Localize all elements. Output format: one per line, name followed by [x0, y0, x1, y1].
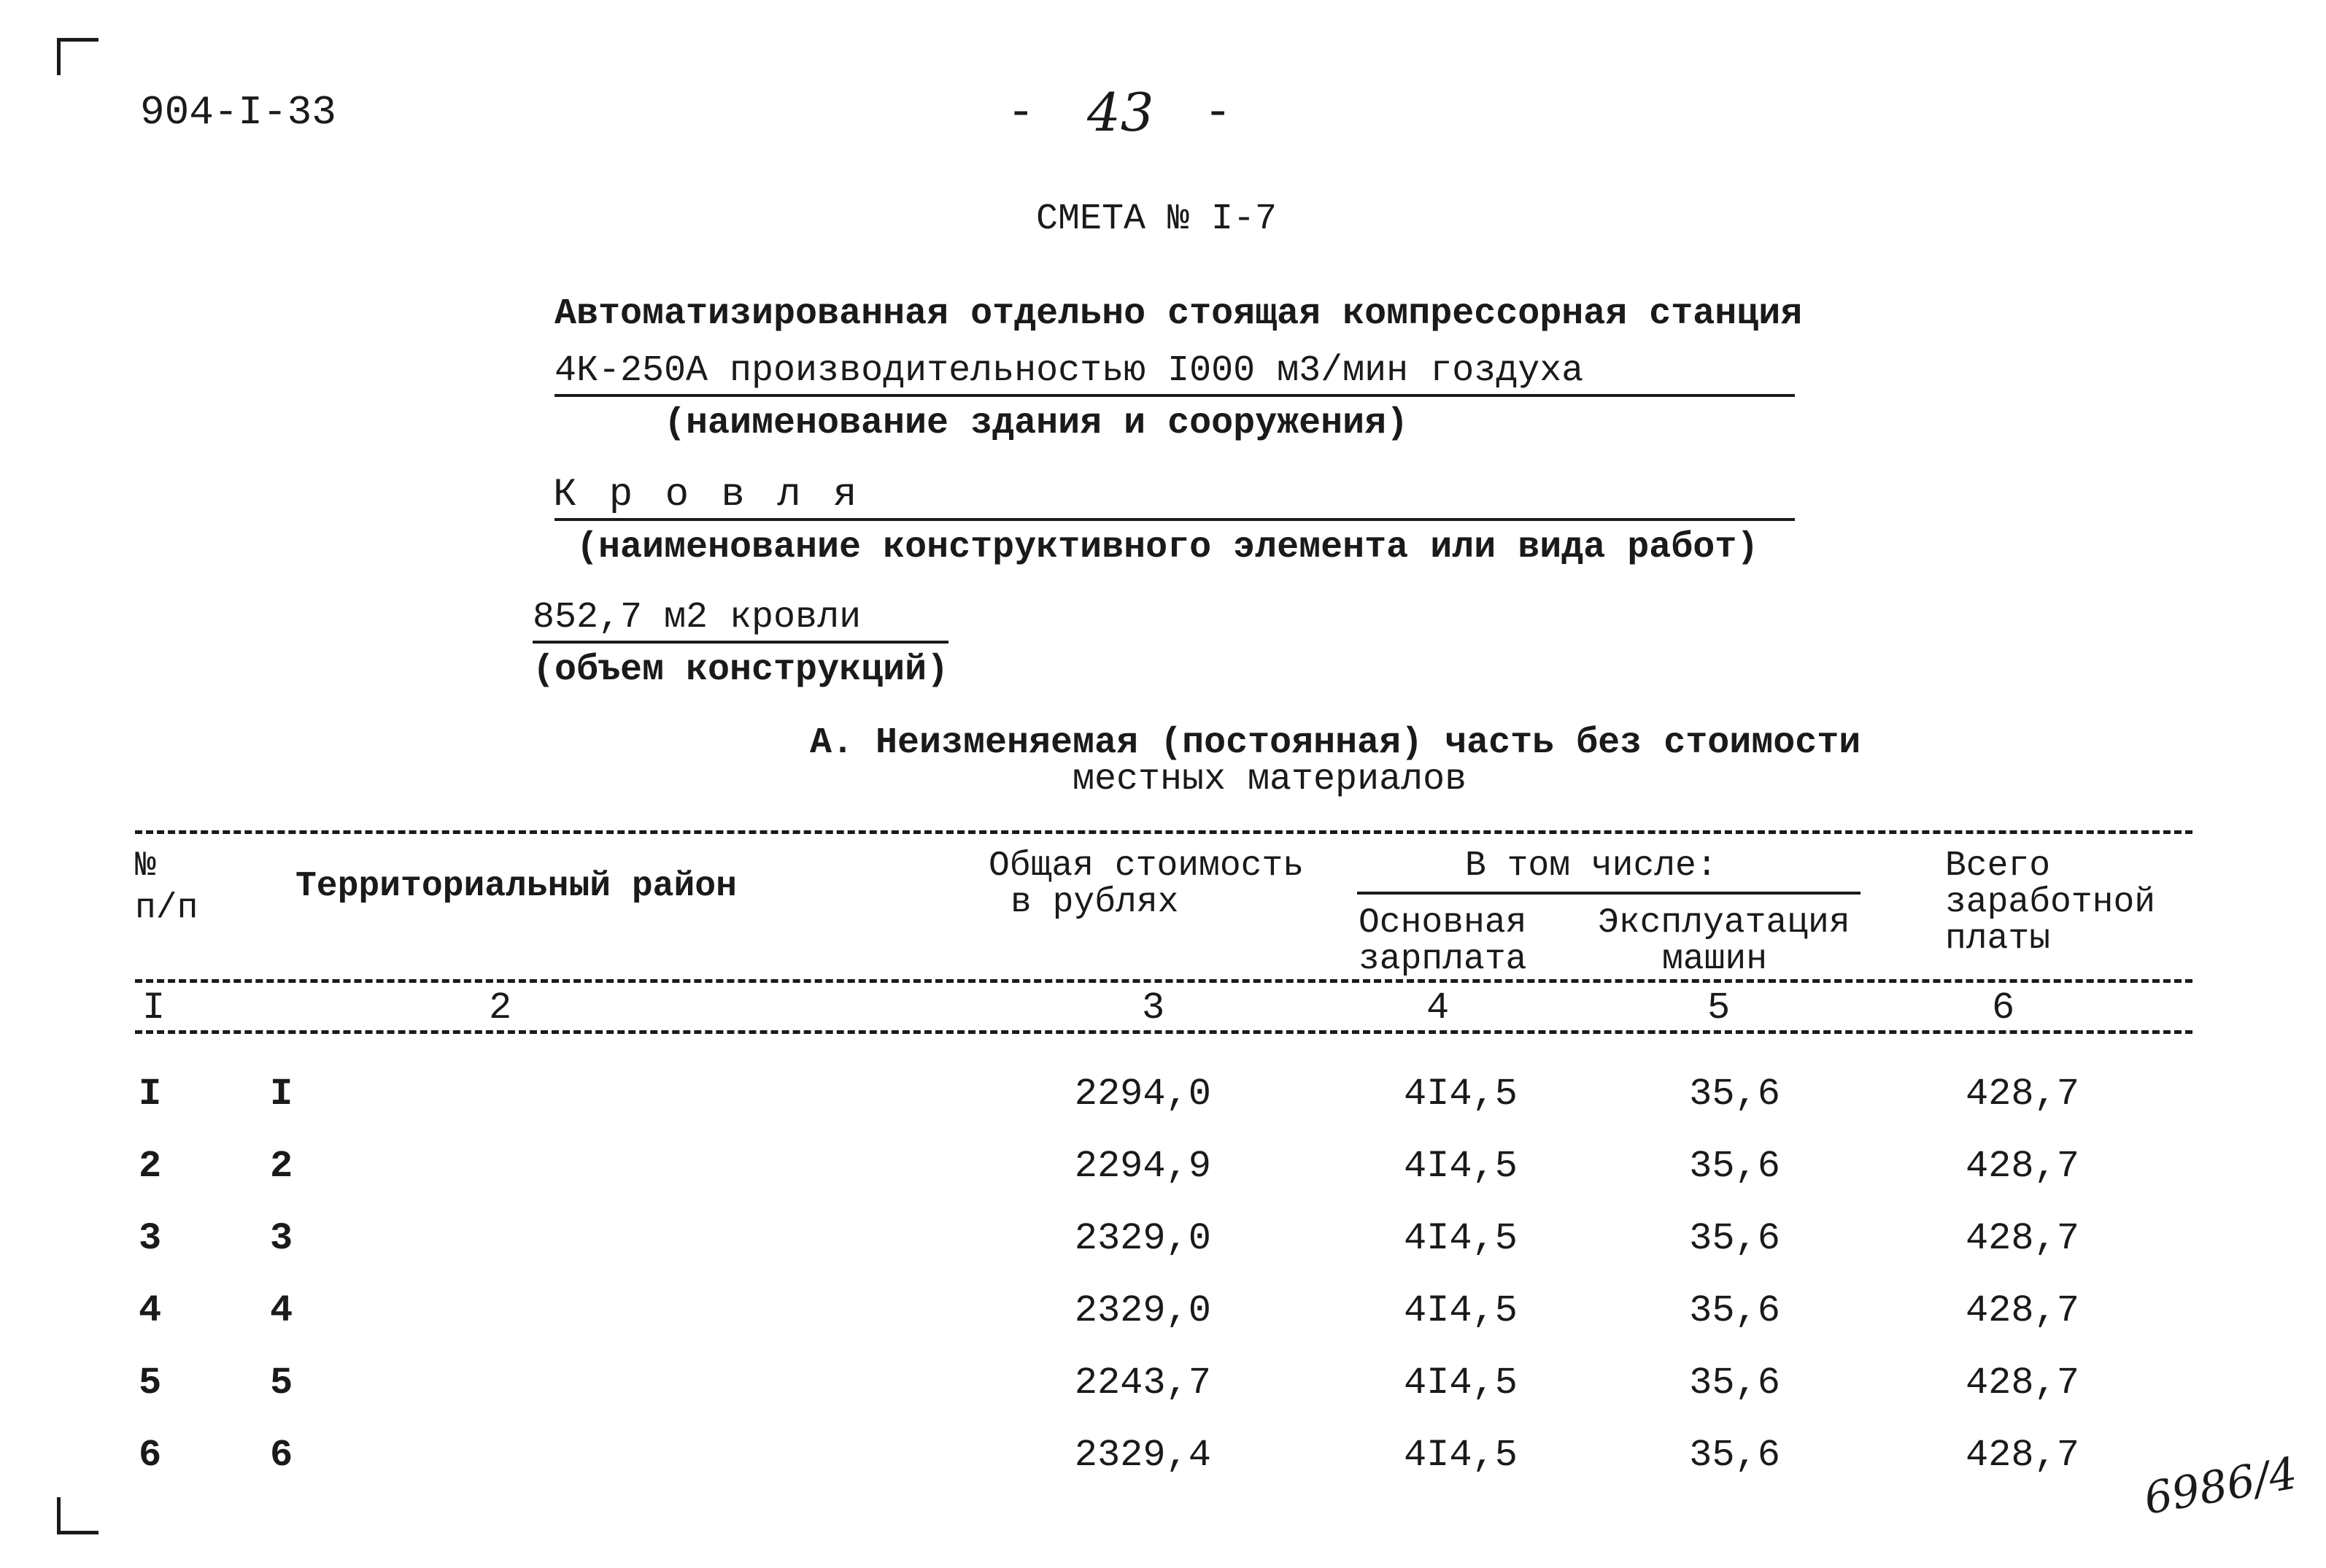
cell-region: 4 — [270, 1289, 293, 1332]
section-title-line1: А. Неизменяемая (постоянная) часть без стоимости — [810, 722, 1861, 764]
cell-region: 3 — [270, 1217, 293, 1260]
header-total-cost-line1: Общая стоимость — [989, 846, 1305, 886]
header-including-rule — [1357, 892, 1861, 895]
cell-machines: 35,6 — [1689, 1434, 1780, 1477]
cell-total: 2243,7 — [1074, 1362, 1211, 1405]
cell-total: 2294,0 — [1074, 1073, 1211, 1116]
cell-region: 5 — [270, 1362, 293, 1405]
cell-no: 2 — [139, 1145, 162, 1188]
page-number: 43 — [1087, 82, 1154, 143]
column-number: I — [142, 986, 166, 1030]
header-machines-line1: Эксплуатация — [1598, 903, 1850, 943]
element-caption: (наименование конструктивного элемента или вида работ) — [576, 527, 1759, 568]
column-number: 5 — [1707, 986, 1731, 1030]
column-number: 6 — [1992, 986, 2015, 1030]
cell-wage: 4I4,5 — [1403, 1434, 1518, 1477]
cell-no: 4 — [139, 1289, 162, 1332]
cell-machines: 35,6 — [1689, 1289, 1780, 1332]
column-number: 2 — [489, 986, 512, 1030]
cell-machines: 35,6 — [1689, 1362, 1780, 1405]
header-including: В том числе: — [1465, 846, 1718, 886]
header-bottom-rule — [135, 979, 2192, 983]
header-no-line2: п/п — [135, 889, 198, 928]
cell-all-wage: 428,7 — [1965, 1073, 2079, 1116]
cell-wage: 4I4,5 — [1403, 1145, 1518, 1188]
cell-region: I — [270, 1073, 293, 1116]
header-basic-wage-line2: зарплата — [1359, 940, 1527, 979]
header-total-wage-line2: заработной — [1945, 883, 2156, 922]
cell-total: 2329,0 — [1074, 1217, 1211, 1260]
object-name-line2-text: 4К-250А производительностью I000 м3/мин гоздуха — [555, 350, 1584, 392]
cell-total: 2329,4 — [1074, 1434, 1211, 1477]
object-name-underline — [555, 394, 1795, 397]
cell-no: 5 — [139, 1362, 162, 1405]
header-region: Территориальный район — [295, 867, 737, 906]
cell-machines: 35,6 — [1689, 1073, 1780, 1116]
corner-mark-top-left — [57, 38, 98, 75]
cell-all-wage: 428,7 — [1965, 1289, 2079, 1332]
object-name-line2 — [555, 350, 1795, 392]
volume-underline — [533, 641, 948, 644]
column-number: 3 — [1142, 986, 1165, 1030]
cell-total: 2294,9 — [1074, 1145, 1211, 1188]
cell-wage: 4I4,5 — [1403, 1289, 1518, 1332]
cell-all-wage: 428,7 — [1965, 1217, 2079, 1260]
element-name-underline — [555, 518, 1795, 521]
cell-no: I — [139, 1073, 162, 1116]
cell-wage: 4I4,5 — [1403, 1217, 1518, 1260]
cell-wage: 4I4,5 — [1403, 1073, 1518, 1116]
corner-mark-bottom-left — [57, 1497, 98, 1534]
header-total-wage-line3: платы — [1945, 919, 2051, 959]
cell-all-wage: 428,7 — [1965, 1145, 2079, 1188]
cell-no: 6 — [139, 1434, 162, 1477]
table-top-rule — [135, 830, 2192, 834]
estimate-title: СМЕТА № I-7 — [1036, 198, 1278, 240]
object-caption: (наименование здания и сооружения) — [664, 403, 1409, 444]
header-basic-wage-line1: Основная — [1359, 903, 1527, 943]
header-machines-line2: машин — [1662, 940, 1768, 979]
column-number: 4 — [1426, 986, 1450, 1030]
signature: 6986/4 — [2140, 1448, 2301, 1525]
document-code: 904-I-33 — [140, 89, 336, 136]
cell-no: 3 — [139, 1217, 162, 1260]
cell-region: 6 — [270, 1434, 293, 1477]
header-total-cost-line2: в рублях — [1011, 883, 1179, 922]
cell-machines: 35,6 — [1689, 1145, 1780, 1188]
header-total-wage-line1: Всего — [1945, 846, 2051, 886]
element-name: К р о в л я — [553, 473, 862, 517]
cell-total: 2329,0 — [1074, 1289, 1211, 1332]
volume: 852,7 м2 кровли — [533, 597, 862, 638]
cell-all-wage: 428,7 — [1965, 1362, 2079, 1405]
object-name-line1: Автоматизированная отдельно стоящая компрессорная станция — [555, 293, 1803, 335]
cell-wage: 4I4,5 — [1403, 1362, 1518, 1405]
column-numbers-rule — [135, 1030, 2192, 1034]
page-dash-right: - — [1204, 88, 1232, 140]
cell-region: 2 — [270, 1145, 293, 1188]
header-no-line1: № — [135, 846, 156, 886]
cell-machines: 35,6 — [1689, 1217, 1780, 1260]
cell-all-wage: 428,7 — [1965, 1434, 2079, 1477]
page-dash-left: - — [1007, 88, 1035, 140]
volume-caption: (объем конструкций) — [533, 649, 949, 691]
section-title-line2: местных материалов — [1073, 759, 1467, 800]
